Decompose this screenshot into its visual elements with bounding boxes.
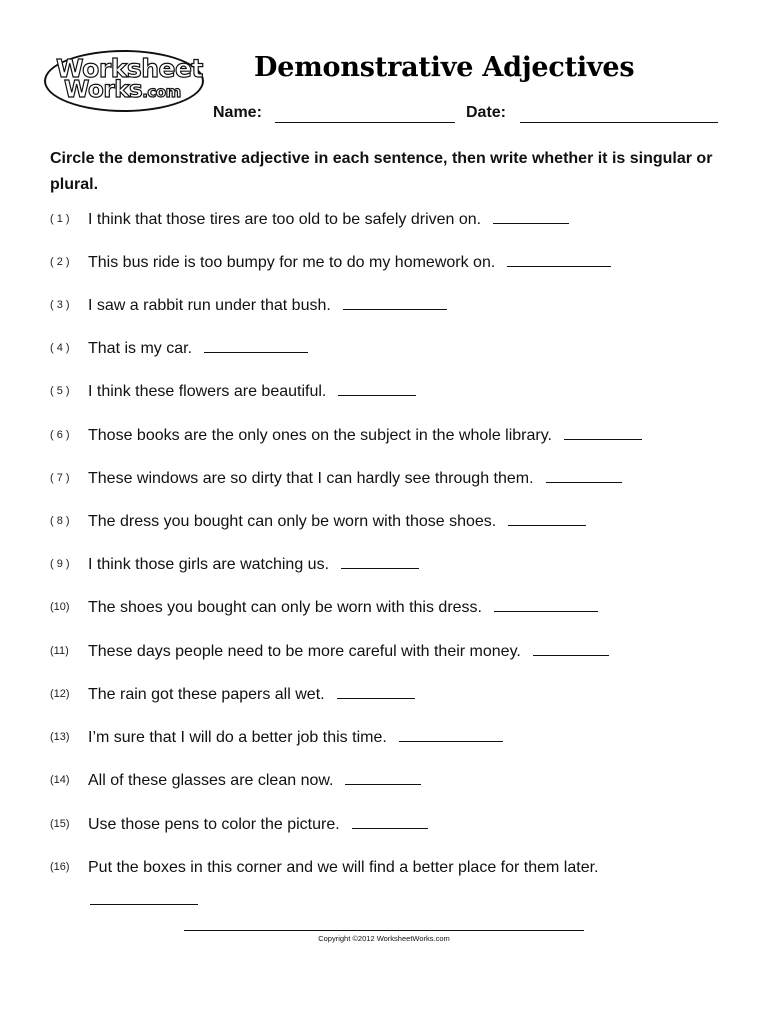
question-number: ( 9 ) (50, 558, 70, 570)
logo-line-1: Worksheet (56, 54, 203, 83)
answer-blank[interactable] (508, 524, 586, 526)
instructions: Circle the demonstrative adjective in each sentence, then write whether it is singular or plural. (50, 150, 713, 193)
answer-blank[interactable] (204, 351, 308, 353)
question-text: That is my car. (88, 340, 193, 357)
question-text: This bus ride is too bumpy for me to do my homework on. (88, 254, 496, 271)
logo-line-2 (64, 77, 181, 103)
answer-blank[interactable] (352, 827, 428, 829)
question-5 (50, 383, 750, 407)
question-text: I think that those tires are too old to be safely driven on. (88, 211, 482, 228)
question-16 (50, 859, 750, 883)
question-text: I think these flowers are beautiful. (88, 383, 327, 400)
page-title: Demonstrative Adjectives (254, 52, 635, 83)
question-10 (50, 599, 750, 623)
question-text: These windows are so dirty that I can hardly see through them. (88, 470, 534, 487)
date-label: Date: (466, 104, 507, 121)
answer-blank[interactable] (343, 308, 447, 310)
answer-blank[interactable] (564, 438, 642, 440)
question-number: (12) (50, 688, 70, 700)
answer-blank[interactable] (533, 654, 609, 656)
question-number: ( 7 ) (50, 472, 70, 484)
date-field[interactable] (520, 122, 718, 123)
question-text: The shoes you bought can only be worn with this dress. (88, 599, 482, 616)
question-7 (50, 470, 750, 494)
answer-blank[interactable] (494, 610, 598, 612)
question-number: (14) (50, 774, 70, 786)
question-1 (50, 211, 750, 235)
question-number: ( 4 ) (50, 342, 70, 354)
question-9 (50, 556, 750, 580)
question-2 (50, 254, 750, 278)
question-text: The rain got these papers all wet. (88, 686, 325, 703)
question-12 (50, 686, 750, 710)
answer-blank[interactable] (507, 265, 611, 267)
question-14 (50, 772, 750, 796)
question-number: (10) (50, 601, 70, 613)
footer-divider (184, 930, 584, 931)
question-number: (16) (50, 861, 70, 873)
logo-line-2-main: Works (64, 77, 143, 103)
answer-blank[interactable] (337, 697, 415, 699)
question-number: ( 3 ) (50, 299, 70, 311)
question-number: (15) (50, 818, 70, 830)
question-text: Use those pens to color the picture. (88, 816, 340, 833)
question-text: I saw a rabbit run under that bush. (88, 297, 331, 314)
name-field[interactable] (275, 122, 455, 123)
answer-blank[interactable] (341, 567, 419, 569)
answer-blank[interactable] (90, 904, 198, 905)
answer-blank[interactable] (399, 740, 503, 742)
question-13 (50, 729, 750, 753)
name-label: Name: (213, 104, 262, 121)
question-text: These days people need to be more careful with their money. (88, 643, 521, 660)
worksheetworks-logo (44, 50, 204, 112)
question-15 (50, 816, 750, 840)
question-8 (50, 513, 750, 537)
question-text: All of these glasses are clean now. (88, 772, 334, 789)
question-number: ( 1 ) (50, 213, 70, 225)
answer-blank[interactable] (345, 783, 421, 785)
question-6 (50, 427, 750, 451)
question-number: ( 2 ) (50, 256, 70, 268)
copyright: Copyright ©2012 WorksheetWorks.com (318, 934, 450, 943)
question-number: ( 6 ) (50, 429, 70, 441)
question-text: Those books are the only ones on the subject in the whole library. (88, 427, 552, 444)
answer-blank[interactable] (493, 222, 569, 224)
answer-blank[interactable] (546, 481, 622, 483)
question-11 (50, 643, 750, 667)
question-3 (50, 297, 750, 321)
question-text: I’m sure that I will do a better job this time. (88, 729, 387, 746)
question-4 (50, 340, 750, 364)
question-number: (11) (50, 645, 69, 657)
question-text: The dress you bought can only be worn with those shoes. (88, 513, 497, 530)
question-text: Put the boxes in this corner and we will find a better place for them later. (88, 859, 599, 876)
question-number: (13) (50, 731, 70, 743)
question-text: I think those girls are watching us. (88, 556, 330, 573)
answer-blank[interactable] (338, 394, 416, 396)
question-number: ( 5 ) (50, 385, 70, 397)
logo-line-2-suffix: .com (142, 83, 181, 101)
question-number: ( 8 ) (50, 515, 70, 527)
